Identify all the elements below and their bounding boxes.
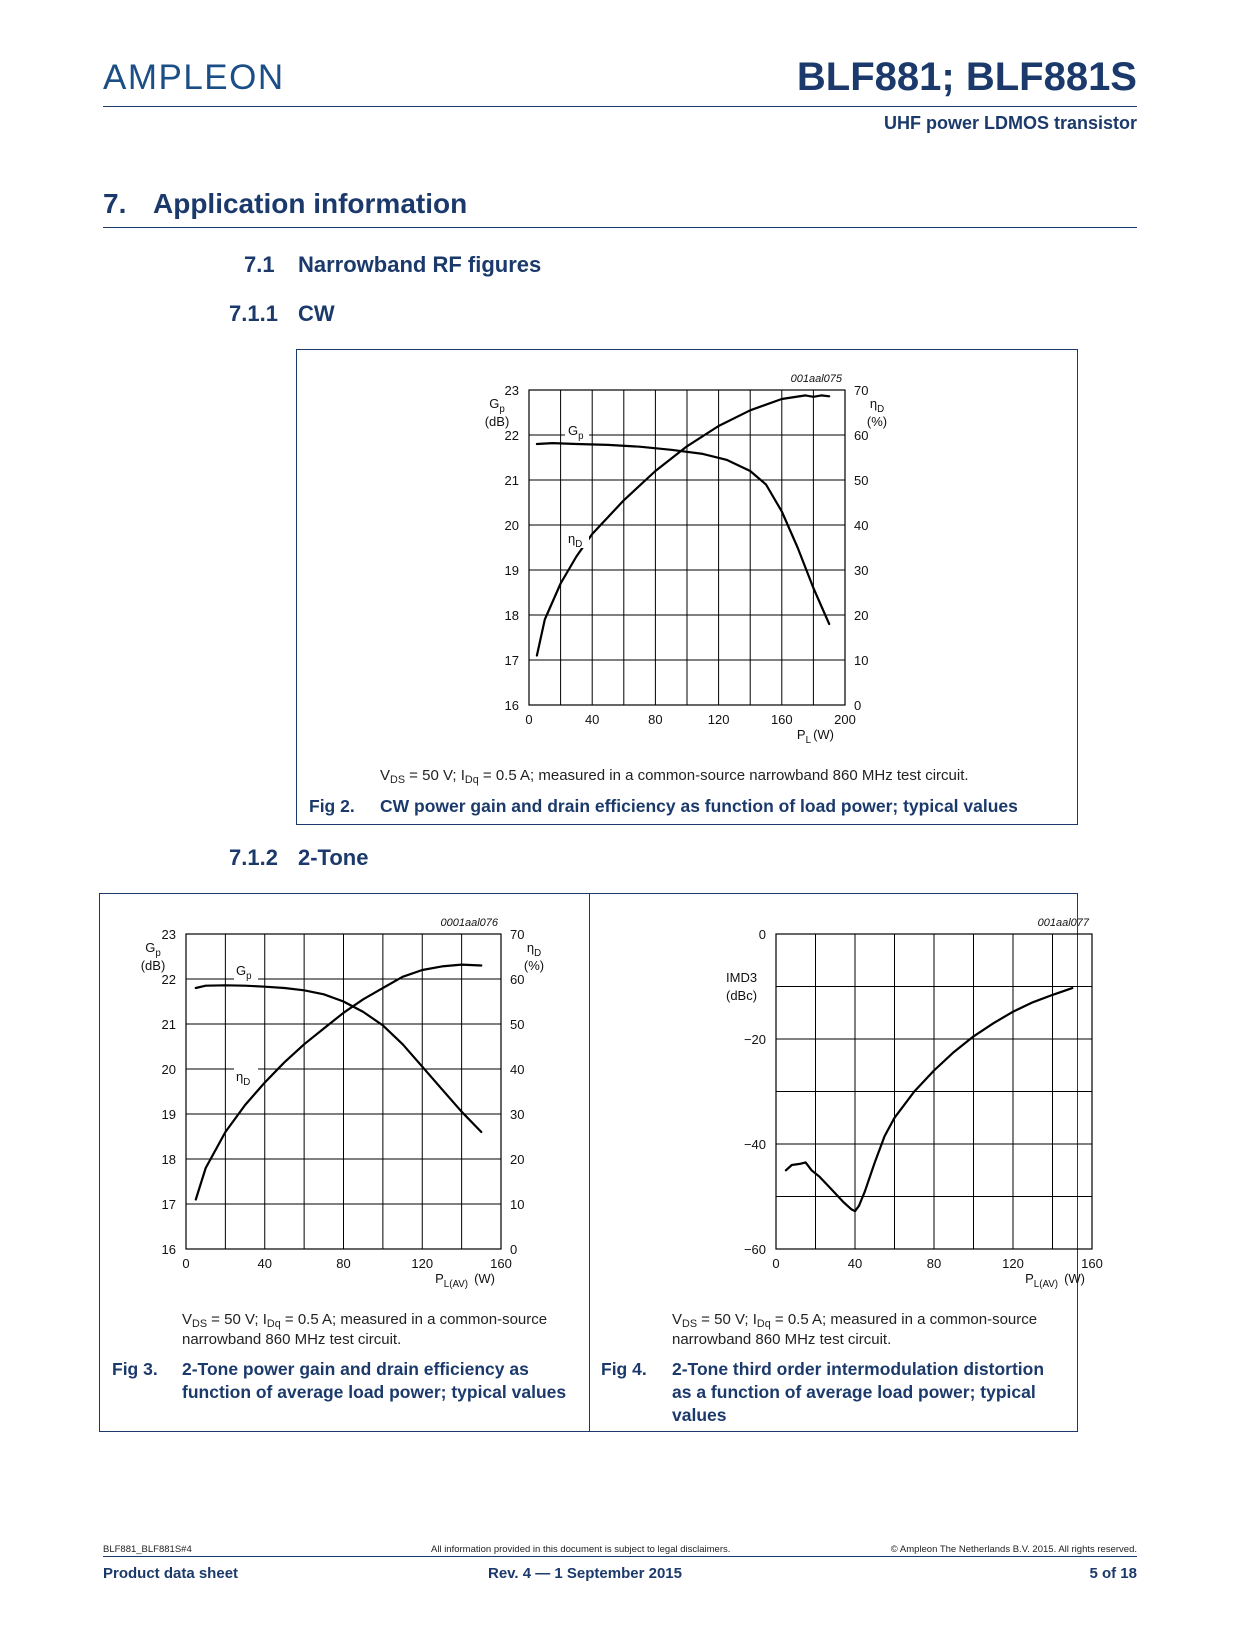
- y2-axis-unit-percent: (%): [523, 958, 545, 973]
- subsection-title: Narrowband RF figures: [298, 252, 542, 277]
- footer-doc-id: BLF881_BLF881S#4: [103, 1544, 192, 1555]
- y-tick-label: 19: [161, 1107, 176, 1122]
- y2-tick-label: 70: [854, 383, 869, 398]
- x-axis-label: $P_L$: [796, 727, 811, 746]
- document-subtitle: UHF power LDMOS transistor: [883, 113, 1137, 133]
- x-axis-label: $P_{L(AV)}$: [1025, 1271, 1058, 1290]
- x-tick-label: 120: [1002, 1256, 1024, 1271]
- y-tick-label: −20: [743, 1032, 766, 1047]
- x-tick-label: 160: [490, 1256, 512, 1271]
- y-tick-label: −60: [743, 1242, 766, 1257]
- footer-disclaimer: All information provided in this document is subject to legal disclaimers.: [431, 1544, 731, 1555]
- figure-2-label: Fig 2.: [309, 796, 355, 816]
- y-tick-label: 23: [504, 383, 519, 398]
- figure-2-caption-text: CW power gain and drain efficiency as function of load power; typical values: [380, 796, 1018, 816]
- figure-4-label: Fig 4.: [601, 1359, 647, 1379]
- y2-tick-label: 60: [510, 972, 525, 987]
- subsection-number: 7.1.1: [229, 301, 278, 326]
- subsection-number: 7.1: [244, 252, 275, 277]
- figure-code-label: 001aal077: [1037, 917, 1089, 929]
- figure-4-caption: [601, 1358, 1071, 1428]
- x-axis-label: $P_{L(AV)}$: [435, 1271, 468, 1290]
- x-tick-label: 40: [584, 712, 600, 727]
- y-tick-label: 20: [504, 518, 519, 533]
- y2-tick-label: 10: [510, 1197, 525, 1212]
- figure-2-box: [296, 349, 1078, 825]
- x-axis-unit: (W): [1064, 1271, 1085, 1286]
- figure-3-chart: [100, 894, 589, 1294]
- figure-4-note-line1-display: $V_{DS} = 50$ V; $I_{Dq} = 0.5$ A; measured in a common-source: [672, 1311, 1038, 1331]
- y-tick-label: 22: [161, 972, 176, 987]
- y-tick-label: 17: [504, 653, 519, 668]
- header-divider: [103, 106, 1137, 107]
- subsection-number: 7.1.2: [229, 845, 278, 870]
- y2-tick-label: 30: [854, 563, 869, 578]
- y2-tick-label: 20: [854, 608, 869, 623]
- figure-4-note: [672, 1310, 1037, 1350]
- y-tick-label: 21: [161, 1017, 176, 1032]
- y2-tick-label: 0: [510, 1242, 518, 1257]
- y-axis-unit-db: (dB): [484, 414, 510, 429]
- footer-revision: Rev. 4 — 1 September 2015: [488, 1565, 682, 1582]
- y-axis-unit-dbc: (dBc): [726, 988, 758, 1003]
- subsection-title: CW: [298, 301, 335, 326]
- x-tick-label: 200: [834, 712, 856, 727]
- figure-2-chart: [297, 350, 1077, 824]
- y-tick-label: 22: [504, 428, 519, 443]
- figure-code-label: 0001aal076: [440, 917, 498, 929]
- x-tick-label: 0: [525, 712, 533, 727]
- figure-3-note-line2: narrowband 860 MHz test circuit.: [182, 1331, 402, 1348]
- section-number: 7.: [103, 188, 127, 219]
- subsection-7-1-heading: [244, 252, 541, 278]
- y-axis-label-gp: $G_p$: [489, 396, 505, 415]
- figure-3-caption: [112, 1358, 582, 1428]
- curve-label-eta: $\eta_D$: [568, 531, 583, 550]
- curve-label-eta: $\eta_D$: [236, 1069, 251, 1088]
- y-axis-label-gp: $G_p$: [145, 940, 161, 959]
- series-line-imd3: [786, 988, 1072, 1211]
- x-axis-unit: (W): [813, 727, 834, 742]
- y-tick-label: 20: [161, 1062, 176, 1077]
- figures-3-4-box: [99, 893, 1103, 1432]
- footer-page-number: 5 of 18: [1089, 1565, 1137, 1582]
- figure-4-note-line2: narrowband 860 MHz test circuit.: [672, 1331, 892, 1348]
- y-tick-label: −40: [743, 1137, 766, 1152]
- y2-tick-label: 70: [510, 927, 525, 942]
- y2-tick-label: 10: [854, 653, 869, 668]
- figure-3-caption-text: [182, 1358, 566, 1404]
- y-tick-label: 21: [504, 473, 519, 488]
- y-axis-unit-db: (dB): [140, 958, 166, 973]
- x-tick-label: 40: [257, 1256, 272, 1271]
- y-tick-label: 18: [504, 608, 519, 623]
- x-tick-label: 120: [707, 712, 730, 727]
- y2-tick-label: 50: [510, 1017, 525, 1032]
- figure-4-caption-text: [672, 1358, 1044, 1427]
- figure-3-caption-line1: 2-Tone power gain and drain efficiency as: [182, 1359, 529, 1379]
- x-tick-label: 120: [411, 1256, 434, 1271]
- curve-label-gp: $G_p$: [568, 423, 584, 442]
- subsection-7-1-2-heading: [229, 845, 368, 871]
- figure-3-note: [182, 1310, 547, 1350]
- x-tick-label: 40: [847, 1256, 863, 1271]
- figure-4-chart: [590, 894, 1103, 1294]
- curve-label-gp: $G_p$: [236, 963, 252, 982]
- y-tick-label: 16: [504, 698, 519, 713]
- y2-tick-label: 30: [510, 1107, 525, 1122]
- figure-3-caption-line2: function of average load power; typical values: [182, 1382, 567, 1402]
- y-tick-label: 17: [161, 1197, 176, 1212]
- footer-copyright: © Ampleon The Netherlands B.V. 2015. All rights reserved.: [890, 1544, 1137, 1555]
- x-tick-label: 0: [772, 1256, 780, 1271]
- ampleon-logo: [103, 58, 285, 98]
- figure-4-caption-line1: 2-Tone third order intermodulation distortion: [672, 1359, 1045, 1379]
- figure-code-label: 001aal075: [790, 373, 842, 385]
- section-divider: [103, 227, 1137, 228]
- y-tick-label: 18: [161, 1152, 176, 1167]
- y2-axis-label-eta: $\eta_D$: [869, 396, 885, 415]
- x-tick-label: 80: [648, 712, 663, 727]
- y2-axis-label-eta: $\eta_D$: [526, 940, 542, 959]
- y-axis-label-imd3: IMD3: [726, 970, 758, 985]
- subsection-title: 2-Tone: [298, 845, 369, 870]
- y2-tick-label: 40: [854, 518, 869, 533]
- y2-tick-label: 20: [510, 1152, 525, 1167]
- footer-divider: [103, 1556, 1137, 1557]
- document-title: BLF881; BLF881S: [796, 55, 1137, 99]
- figure-2-caption: [309, 795, 1069, 819]
- figure-3-note-line1-display: $V_{DS} = 50$ V; $I_{Dq} = 0.5$ A; measured in a common-source: [182, 1311, 548, 1331]
- y-tick-label: 16: [161, 1242, 176, 1257]
- y-tick-label: 19: [504, 563, 519, 578]
- figure-2-note-display: $V_{DS} = 50$ V; $I_{Dq} = 0.5$ A; measured in a common-source narrowband 860 MHz test circuit.: [380, 767, 969, 787]
- section-heading: [103, 188, 467, 220]
- section-title: Application information: [153, 188, 468, 219]
- x-tick-label: 160: [1081, 1256, 1103, 1271]
- x-tick-label: 160: [770, 712, 793, 727]
- y2-tick-label: 60: [854, 428, 869, 443]
- figure-3-label: Fig 3.: [112, 1359, 158, 1379]
- subsection-7-1-1-heading: [229, 301, 335, 327]
- y-tick-label: 23: [161, 927, 176, 942]
- y2-axis-unit-percent: (%): [866, 414, 888, 429]
- x-tick-label: 0: [182, 1256, 190, 1271]
- figure-4-caption-line3: values: [672, 1405, 727, 1425]
- figure-2-note: [380, 766, 969, 786]
- footer-doc-type: Product data sheet: [103, 1565, 239, 1582]
- y2-tick-label: 0: [854, 698, 862, 713]
- y-tick-label: 0: [758, 927, 766, 942]
- y2-tick-label: 40: [510, 1062, 525, 1077]
- logo-text: AMPLEON: [103, 58, 285, 97]
- x-axis-unit: (W): [474, 1271, 495, 1286]
- x-tick-label: 80: [926, 1256, 942, 1271]
- y2-tick-label: 50: [854, 473, 869, 488]
- x-tick-label: 80: [336, 1256, 351, 1271]
- series-line-gp: [196, 985, 482, 1132]
- figure-4-caption-line2: as a function of average load power; typical: [672, 1382, 1036, 1402]
